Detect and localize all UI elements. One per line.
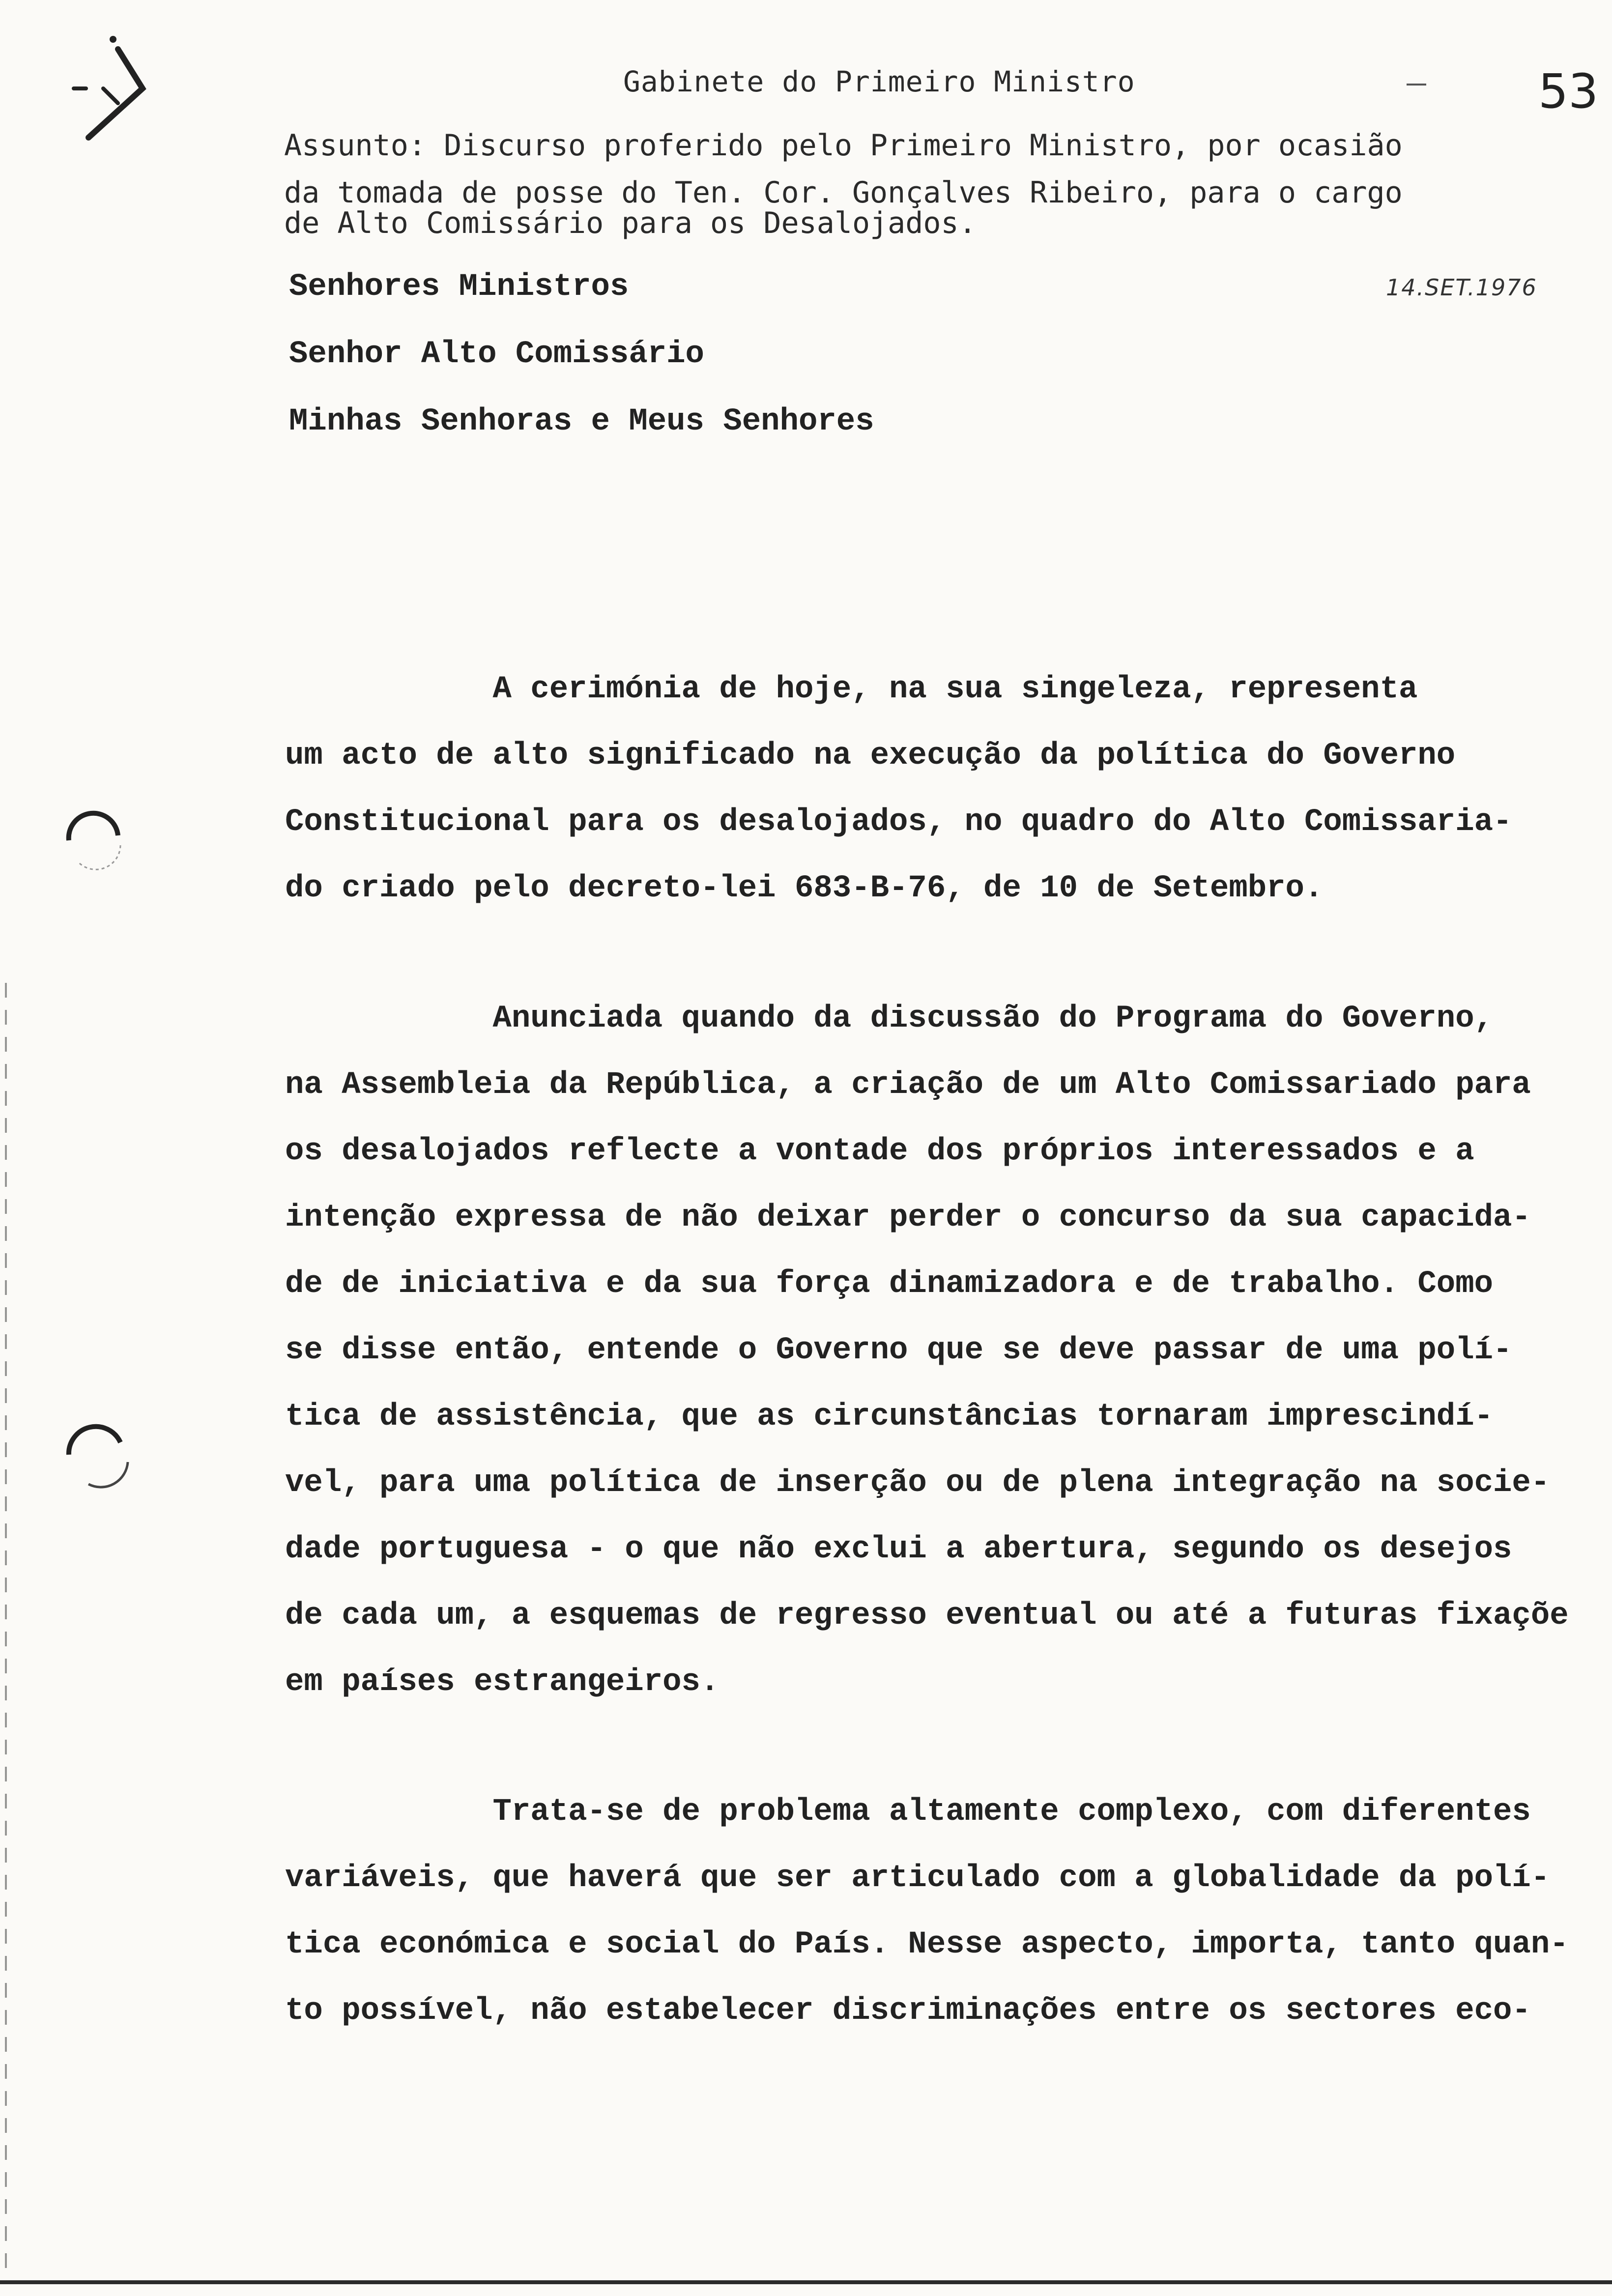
paragraph-line: vel, para uma política de inserção ou de plena integração na socie- (285, 1465, 1550, 1501)
punch-hole-bottom-icon (59, 1415, 138, 1494)
punch-hole-top-icon (59, 806, 128, 875)
paragraph-line: um acto de alto significado na execução da política do Governo (285, 738, 1456, 774)
paragraph-line: na Assembleia da República, a criação de um Alto Comissariado para (285, 1067, 1531, 1103)
paragraph-line: tica de assistência, que as circunstâncias tornaram imprescindí- (285, 1399, 1493, 1435)
salutation-ladies-gentlemen: Minhas Senhoras e Meus Senhores (289, 404, 874, 439)
page-number: 53 (1538, 64, 1599, 119)
office-header: Gabinete do Primeiro Ministro (623, 65, 1135, 98)
subject-line-1: Assunto: Discurso proferido pelo Primeiro Ministro, por ocasião (284, 128, 1403, 163)
paragraph-line: Constitucional para os desalojados, no quadro do Alto Comissaria- (285, 804, 1512, 840)
handwritten-date: 14.SET.1976 (1386, 274, 1537, 301)
subject-line-3: de Alto Comissário para os Desalojados. (284, 206, 977, 240)
paragraph-line: os desalojados reflecte a vontade dos próprios interessados e a (285, 1134, 1474, 1169)
paragraph-3 (285, 1779, 1569, 2044)
salutation-commissioner: Senhor Alto Comissário (289, 337, 704, 372)
paragraph-line: tica económica e social do País. Nesse aspecto, importa, tanto quan- (285, 1927, 1569, 1962)
paragraph-2 (285, 986, 1569, 1716)
handwritten-mark-icon (59, 29, 187, 157)
header-dash (1407, 84, 1426, 86)
paragraph-line: do criado pelo decreto-lei 683-B-76, de 10 de Setembro. (285, 871, 1324, 906)
paragraph-line: Trata-se de problema altamente complexo, com diferentes (285, 1794, 1531, 1830)
paragraph-line: Anunciada quando da discussão do Programa do Governo, (285, 1001, 1493, 1036)
paragraph-line: dade portuguesa - o que não exclui a abertura, segundo os desejos (285, 1532, 1512, 1567)
paragraph-line: intenção expressa de não deixar perder o concurso da sua capacida- (285, 1200, 1531, 1235)
paragraph-line: em países estrangeiros. (285, 1665, 720, 1700)
salutation-ministers: Senhores Ministros (289, 269, 629, 305)
bottom-edge-rule (0, 2280, 1612, 2284)
paragraph-line: de cada um, a esquemas de regresso eventual ou até a futuras fixaçõe (285, 1598, 1569, 1634)
paragraph-line: variáveis, que haverá que ser articulado com a globalidade da polí- (285, 1861, 1550, 1896)
subject-block (284, 124, 1403, 245)
paragraph-line: to possível, não estabelecer discriminações entre os sectores eco- (285, 1993, 1531, 2029)
paragraph-1 (285, 657, 1512, 922)
paragraph-line: A cerimónia de hoje, na sua singeleza, representa (285, 672, 1418, 707)
left-margin-scan-marks (5, 983, 7, 2280)
subject-line-2: da tomada de posse do Ten. Cor. Gonçalves Ribeiro, para o cargo (284, 175, 1403, 210)
paragraph-line: se disse então, entende o Governo que se deve passar de uma polí- (285, 1333, 1512, 1368)
paragraph-line: de de iniciativa e da sua força dinamizadora e de trabalho. Como (285, 1266, 1493, 1302)
